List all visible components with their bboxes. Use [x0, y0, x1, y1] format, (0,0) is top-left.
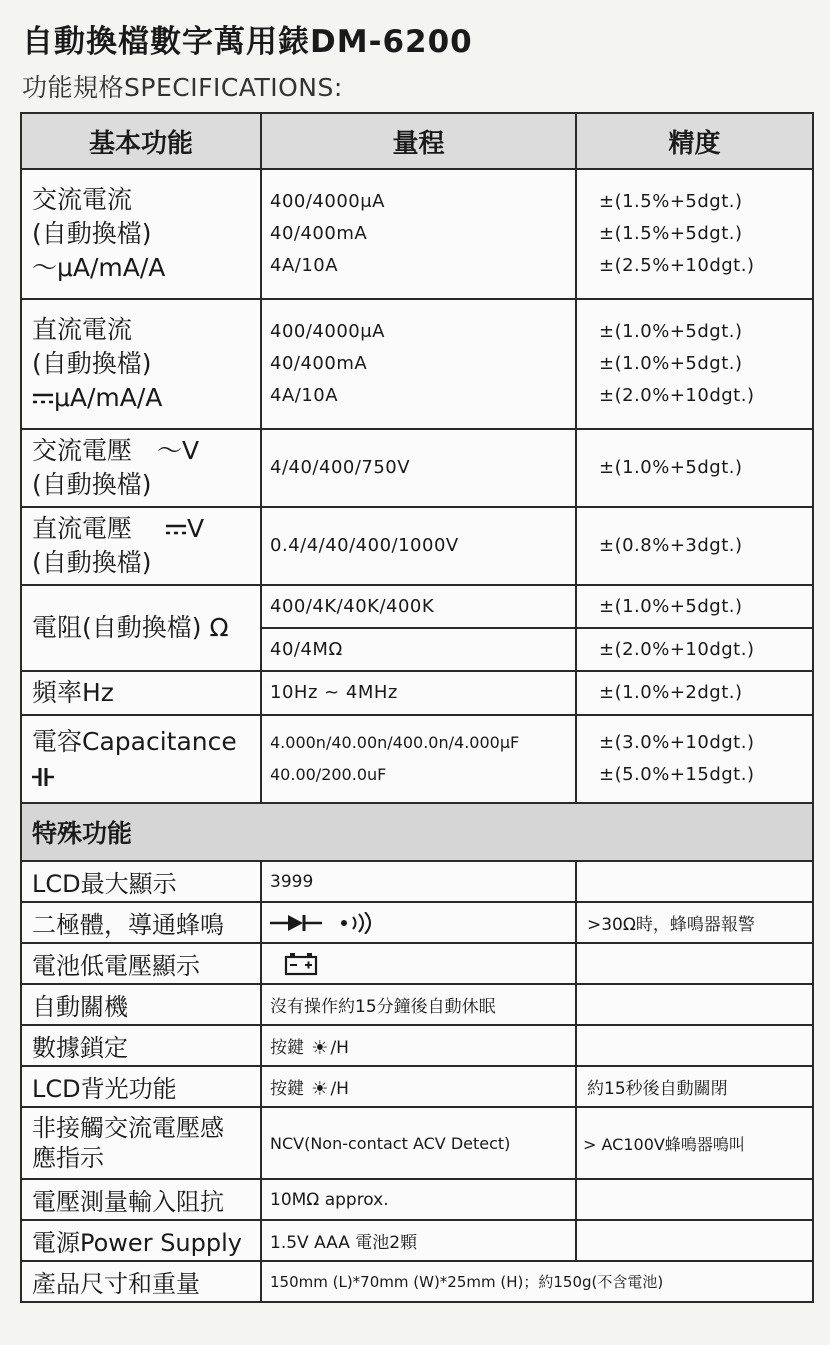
- spec-row-ncv: 非接觸交流電壓感 應指示 NCV(Non-contact ACV Detect) > AC100V蜂鳴器鳴叫: [21, 1107, 813, 1179]
- accuracy-cell: ±(1.5%+5dgt.) ±(1.5%+5dgt.) ±(2.5%+10dgt.): [576, 169, 813, 299]
- accuracy-cell: ±(1.0%+5dgt.): [576, 585, 813, 628]
- range-cell: 40/4MΩ: [261, 628, 576, 671]
- spec-row-power: 電源Power Supply 1.5V AAA 電池2顆: [21, 1220, 813, 1261]
- spec-table: [20, 112, 814, 1303]
- accuracy-cell: ±(0.8%+3dgt.): [576, 507, 813, 585]
- sound-wave-icon: [339, 912, 375, 934]
- backlight-sun-icon: ☀: [311, 1036, 329, 1059]
- backlight-sun-icon: ☀: [311, 1077, 329, 1100]
- accuracy-cell: ±(3.0%+10dgt.) ±(5.0%+15dgt.): [576, 715, 813, 803]
- spec-row-input-impedance: 電壓測量輸入阻抗 10MΩ approx.: [21, 1179, 813, 1220]
- page-subtitle: 功能規格SPECIFICATIONS:: [22, 73, 343, 102]
- dc-symbol-icon: [32, 392, 54, 406]
- special-section-header: [21, 803, 813, 861]
- row-ac-current: [21, 169, 813, 299]
- header-row: [21, 113, 813, 169]
- battery-icon: [282, 952, 322, 976]
- header-range: 量程: [261, 113, 576, 169]
- range-cell: 0.4/4/40/400/1000V: [261, 507, 576, 585]
- special-title: 特殊功能: [21, 803, 813, 861]
- header-function: 基本功能: [21, 113, 261, 169]
- range-cell: 4/40/400/750V: [261, 429, 576, 507]
- accuracy-cell: ±(1.0%+5dgt.) ±(1.0%+5dgt.) ±(2.0%+10dgt.): [576, 299, 813, 429]
- row-dc-voltage: [21, 507, 813, 585]
- function-cell: 交流電流 (自動換檔) ～μA/mA/A: [21, 169, 261, 299]
- capacitor-icon: [32, 766, 54, 788]
- spec-row-low-battery: 電池低電壓顯示: [21, 943, 813, 984]
- row-ac-voltage: [21, 429, 813, 507]
- row-resistance: [21, 585, 813, 628]
- spec-row-data-hold: 數據鎖定 按鍵 ☀ /H: [21, 1025, 813, 1066]
- range-cell: 400/4000μA 40/400mA 4A/10A: [261, 299, 576, 429]
- row-frequency: [21, 671, 813, 715]
- spec-row-backlight: LCD背光功能 按鍵 ☀ /H 約15秒後自動關閉: [21, 1066, 813, 1107]
- function-cell: 直流電流 (自動換檔) μA/mA/A: [21, 299, 261, 429]
- function-cell: 交流電壓 ～V (自動換檔): [21, 429, 261, 507]
- function-cell: 直流電壓 V (自動換檔): [21, 507, 261, 585]
- function-cell: 電阻(自動換檔) Ω: [21, 585, 261, 671]
- function-cell: 電容Capacitance: [21, 715, 261, 803]
- range-cell: 400/4000μA 40/400mA 4A/10A: [261, 169, 576, 299]
- spec-row-size-weight: 產品尺寸和重量 150mm (L)*70mm (W)*25mm (H)；約150g(不含電池): [21, 1261, 813, 1302]
- diode-icon: [270, 912, 326, 934]
- accuracy-cell: ±(2.0%+10dgt.): [576, 628, 813, 671]
- header-accuracy: 精度: [576, 113, 813, 169]
- range-cell: 400/4K/40K/400K: [261, 585, 576, 628]
- row-capacitance: [21, 715, 813, 803]
- accuracy-cell: ±(1.0%+2dgt.): [576, 671, 813, 715]
- dc-symbol-icon: [165, 523, 187, 537]
- range-cell: 10Hz ~ 4MHz: [261, 671, 576, 715]
- spec-row-diode: 二極體，導通蜂鳴 >30Ω時，蜂鳴器報警: [21, 902, 813, 943]
- function-cell: 頻率Hz: [21, 671, 261, 715]
- row-dc-current: [21, 299, 813, 429]
- accuracy-cell: ±(1.0%+5dgt.): [576, 429, 813, 507]
- spec-row-lcd-max: LCD最大顯示 3999: [21, 861, 813, 902]
- spec-row-auto-off: 自動關機 沒有操作約15分鐘後自動休眠: [21, 984, 813, 1025]
- range-cell: 4.000n/40.00n/400.0n/4.000μF 40.00/200.0uF: [261, 715, 576, 803]
- page-title: 自動換檔數字萬用錶DM-6200: [22, 24, 473, 60]
